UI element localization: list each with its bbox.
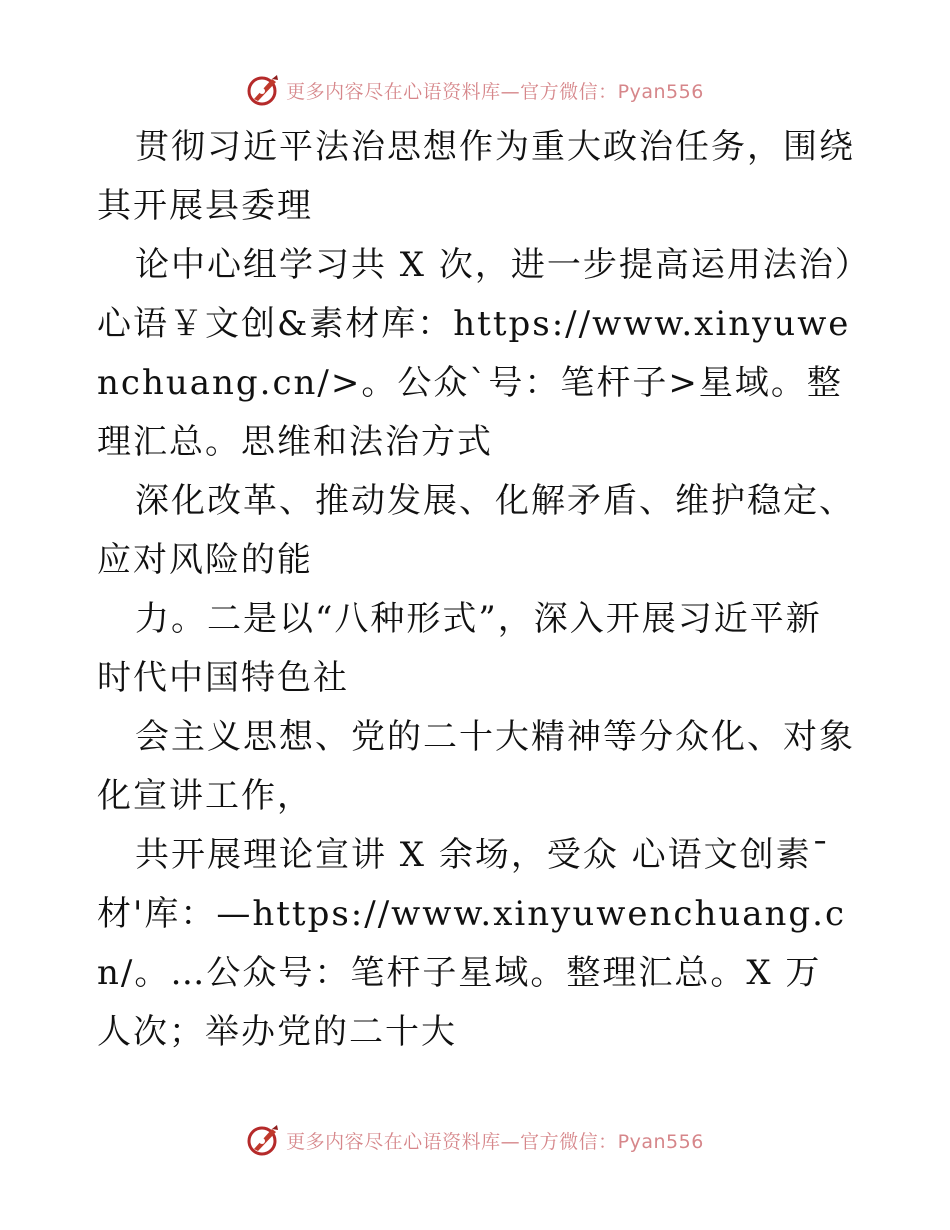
header-watermark [0,70,950,110]
paragraph: 深化改革、推动发展、化解矛盾、维护稳定、应对风险的能 [97,481,855,580]
footer-watermark [0,1120,950,1160]
paragraph: 论中心组学习共 X 次，进一步提高运用法治）心语￥文创&素材库：https://www.xinyuwenchuang.cn/>。公众`号：笔杆子>星域。整理汇总。思维和法治方式 [97,245,854,462]
watermark-text: 更多内容尽在心语资料库—官方微信：Pyan556 [286,1130,704,1153]
document-body [97,118,857,1062]
watermark-text: 更多内容尽在心语资料库—官方微信：Pyan556 [286,80,704,103]
paragraph: 力。二是以“八种形式”，深入开展习近平新时代中国特色社 [97,599,822,698]
quill-pen-logo-icon [246,1123,280,1157]
paragraph: 贯彻习近平法治思想作为重大政治任务，围绕其开展县委理 [97,127,855,226]
paragraph: 共开展理论宣讲 X 余场，受众 心语文创素¯材'库：—https://www.xinyuwenchuang.cn/。…公众号：笔杆子星域。整理汇总。X 万人次；举办党的二十大 [97,835,847,1052]
quill-pen-logo-icon [246,73,280,107]
paragraph: 会主义思想、党的二十大精神等分众化、对象化宣讲工作， [97,717,855,816]
